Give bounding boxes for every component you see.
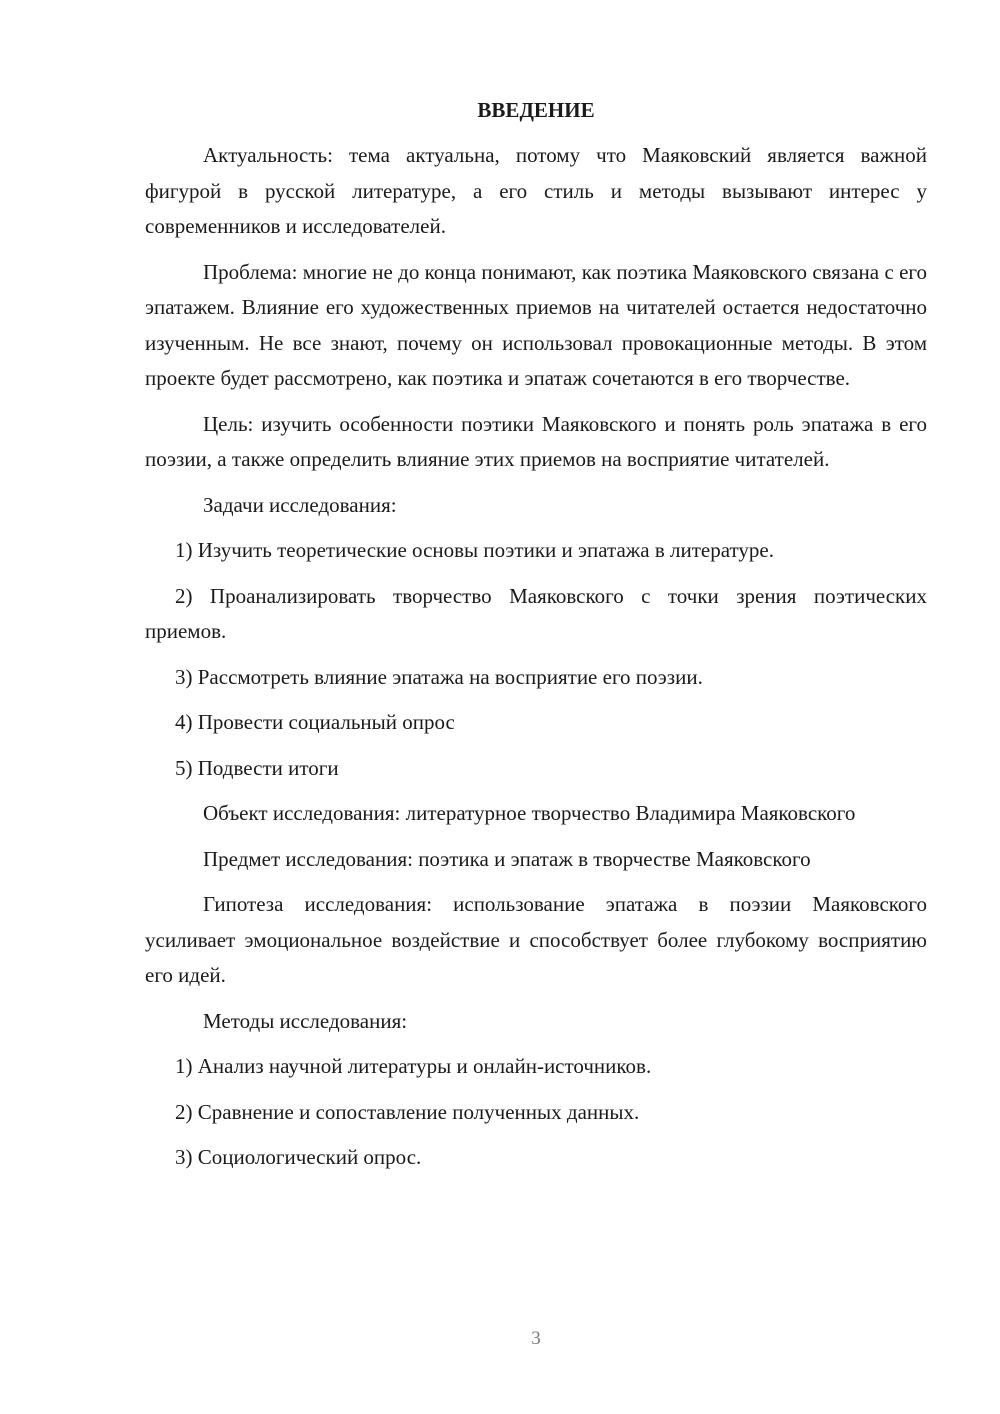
- list-item: 1) Анализ научной литературы и онлайн-источников.: [175, 1054, 652, 1078]
- paragraph-problem: Проблема: многие не до конца понимают, как поэтика Маяковского связана с его эпатажем. Влияние его художественных приемов на читателей остается недостаточно изученным. Не все знают, почему он использовал провокационные методы. В этом проекте будет рассмотрено, как поэтика и эпатаж сочетаются в его творчестве.: [145, 259, 927, 390]
- list-item: 4) Провести социальный опрос: [175, 710, 455, 734]
- paragraph-goal: Цель: изучить особенности поэтики Маяковского и понять роль эпатажа в его поэзии, а также определить влияние этих приемов на восприятие читателей.: [145, 411, 927, 471]
- list-item: 2) Проанализировать творчество Маяковского с точки зрения поэтических приемов.: [145, 583, 927, 643]
- page-number: 3: [531, 1328, 541, 1349]
- list-item: 3) Рассмотреть влияние эпатажа на восприятие его поэзии.: [175, 664, 703, 689]
- list-item: 3) Социологический опрос.: [175, 1145, 422, 1169]
- paragraph-hypothesis: Гипотеза исследования: использование эпатажа в поэзии Маяковского усиливает эмоциональное воздействие и способствует более глубокому восприятию его идей.: [145, 892, 927, 987]
- list-item: 1) Изучить теоретические основы поэтики и эпатажа в литературе.: [175, 538, 774, 562]
- paragraph-subject: Предмет исследования: поэтика и эпатаж в творчестве Маяковского: [203, 846, 811, 871]
- paragraph-tasks-heading: Задачи исследования:: [203, 492, 397, 517]
- document-page: [145, 96, 927, 1186]
- paragraph-relevance: Актуальность: тема актуальна, потому что Маяковский является важной фигурой в русской литературе, а его стиль и методы вызывают интерес у современников и исследователей.: [145, 143, 927, 238]
- list-item: 2) Сравнение и сопоставление полученных данных.: [175, 1099, 640, 1124]
- paragraph-methods-heading: Методы исследования:: [203, 1008, 408, 1033]
- section-title: ВВЕДЕНИЕ: [477, 98, 595, 122]
- paragraph-object: Объект исследования: литературное творчество Владимира Маяковского: [203, 801, 856, 825]
- list-item: 5) Подвести итоги: [175, 755, 339, 780]
